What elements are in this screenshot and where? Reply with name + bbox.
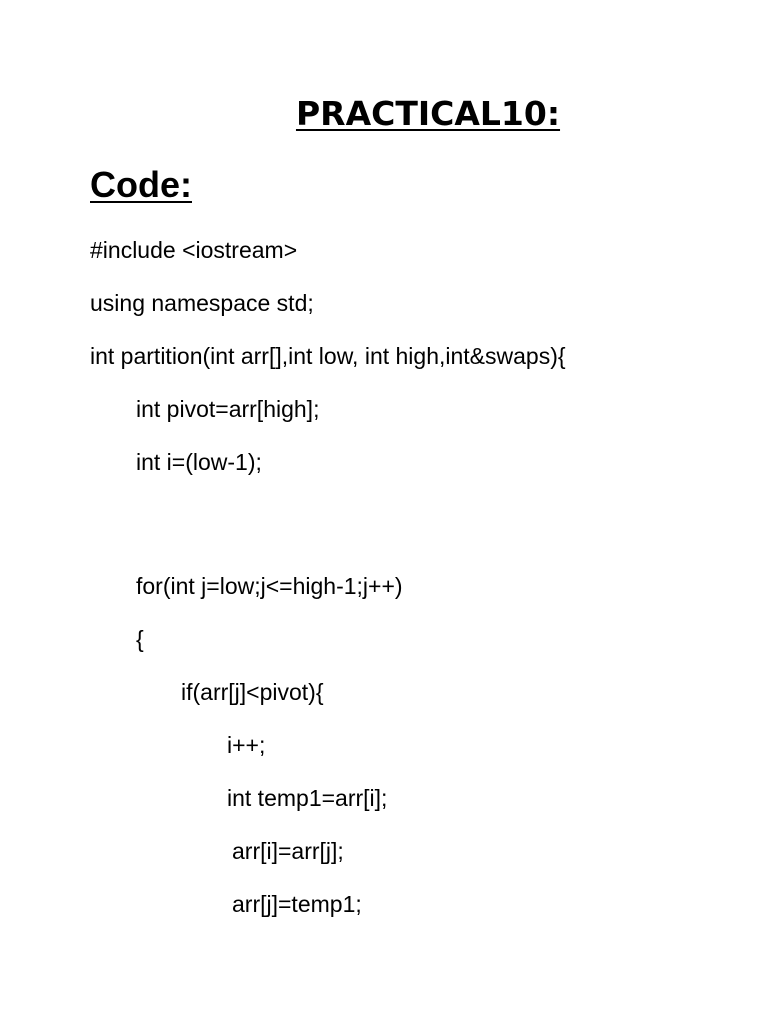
code-line: { <box>136 626 144 652</box>
section-heading: Code: <box>90 164 192 205</box>
code-line: int pivot=arr[high]; <box>136 396 320 422</box>
code-line: using namespace std; <box>90 290 314 316</box>
code-line: arr[j]=temp1; <box>232 891 362 917</box>
code-line: for(int j=low;j<=high-1;j++) <box>136 573 403 599</box>
code-line: i++; <box>227 732 266 758</box>
code-line: int temp1=arr[i]; <box>227 785 388 811</box>
code-line: if(arr[j]<pivot){ <box>181 679 324 705</box>
code-line: #include <iostream> <box>90 237 298 263</box>
page-title: PRACTICAL10: <box>295 94 561 133</box>
code-line: int i=(low-1); <box>136 449 262 475</box>
code-line: arr[i]=arr[j]; <box>232 838 344 864</box>
code-line: int partition(int arr[],int low, int high,int&swaps){ <box>90 343 566 369</box>
